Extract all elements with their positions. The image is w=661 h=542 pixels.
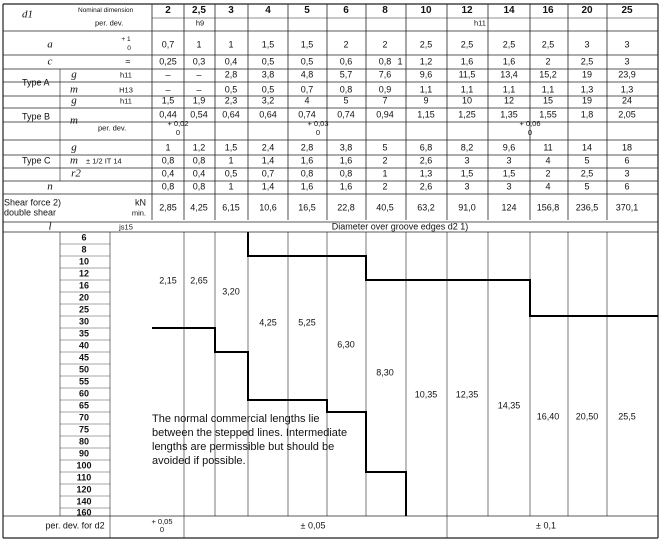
length-value: 100 — [76, 460, 92, 471]
cell: 91,0 — [458, 202, 476, 213]
cell: 3 — [464, 181, 470, 192]
row-n-label: n — [47, 180, 53, 193]
cell: 1 — [196, 39, 202, 50]
cell: 156,8 — [536, 202, 560, 213]
cell: 1,6 — [460, 56, 474, 67]
cell: 0,7 — [300, 84, 314, 95]
cell: 9,6 — [502, 142, 516, 153]
length-value: 80 — [78, 436, 90, 447]
cell: 3 — [624, 168, 630, 179]
length-value: 8 — [81, 244, 87, 255]
cell: 1,35 — [500, 109, 518, 120]
cell: 1 — [165, 142, 171, 153]
cell: 2,05 — [618, 109, 636, 120]
d2-value: 12,35 — [455, 389, 479, 400]
cell: 18 — [621, 142, 633, 153]
d2-value: 10,35 — [414, 389, 438, 400]
cell: 1,5 — [224, 142, 238, 153]
cell: 0,8 — [161, 181, 175, 192]
size-12: 12 — [461, 5, 473, 16]
cell: 236,5 — [575, 202, 599, 213]
type-c-label: Type C — [22, 155, 51, 166]
cell: 23,9 — [618, 69, 636, 80]
cell: 2,8 — [300, 142, 314, 153]
cell: 0,8 — [300, 168, 314, 179]
type-a-label: Type A — [22, 77, 50, 88]
cell: – — [165, 84, 171, 95]
cell: 2,5 — [580, 168, 594, 179]
cell: 1,5 — [261, 39, 275, 50]
cell: 13,4 — [500, 69, 518, 80]
cell: 2,5 — [460, 39, 474, 50]
cell: 1 — [382, 168, 388, 179]
length-value: 45 — [78, 352, 90, 363]
length-value: 140 — [76, 496, 92, 507]
cell: 1,1 — [541, 84, 555, 95]
cell: – — [196, 84, 202, 95]
length-value: 35 — [78, 328, 90, 339]
per-dev-label: per. dev. — [95, 18, 124, 28]
d2-value: 25,5 — [618, 411, 636, 422]
cell: 2 — [545, 56, 551, 67]
length-value: 50 — [78, 364, 90, 375]
l-label: l — [48, 220, 52, 233]
cell: 0,8 — [378, 56, 392, 67]
cell: 1,3 — [419, 168, 433, 179]
cell: 1,5 — [300, 39, 314, 50]
cell: 1,5 — [161, 95, 175, 106]
type-c-g-label: g — [71, 141, 77, 154]
cell: 2,6 — [419, 181, 433, 192]
type-c-m-label: m — [70, 154, 78, 167]
size-2-5: 2,5 — [192, 5, 206, 16]
cell: – — [165, 69, 171, 80]
cell: 124 — [501, 202, 517, 213]
size-20: 20 — [581, 5, 593, 16]
cell: 1,25 — [458, 109, 476, 120]
cell: 1,2 — [419, 56, 433, 67]
l-tol: js15 — [119, 222, 133, 232]
cell: 1,3 — [580, 84, 594, 95]
cell: 1,8 — [580, 109, 594, 120]
cell: 2,8 — [224, 69, 238, 80]
cell: – — [196, 69, 202, 80]
type-b-g-tol: h11 — [120, 96, 132, 106]
shear-label: Shear force 2) — [4, 197, 62, 208]
cell: 15 — [542, 95, 554, 106]
cell: 0,5 — [261, 84, 275, 95]
length-value: 25 — [78, 304, 90, 315]
cell: 10 — [461, 95, 473, 106]
size-6: 6 — [343, 5, 349, 16]
cell: 5 — [584, 155, 590, 166]
tol-h11: h11 — [474, 18, 486, 28]
cell: 4 — [304, 95, 310, 106]
cell: 19 — [581, 95, 593, 106]
type-b-dev-a: + 0,02 0 — [167, 119, 189, 137]
row-c-label: c — [47, 55, 53, 68]
cell: 8,2 — [460, 142, 474, 153]
row-a-tol-zero: 0 — [127, 44, 131, 52]
cell: 6 — [624, 155, 630, 166]
cell: 3 — [624, 56, 630, 67]
length-value: 16 — [78, 280, 90, 291]
type-c-r2-label: r2 — [71, 167, 81, 180]
cell: 1,1 — [419, 84, 433, 95]
cell: 0,64 — [222, 109, 240, 120]
cell: 3 — [624, 39, 630, 50]
d1-label: d1 — [22, 8, 33, 21]
cell: 2 — [382, 155, 388, 166]
cell: 1,4 — [261, 181, 275, 192]
cell: 0,5 — [300, 56, 314, 67]
type-b-m-label: m — [70, 114, 78, 127]
cell: 1,5 — [460, 168, 474, 179]
size-4: 4 — [265, 5, 271, 16]
cell: 0,4 — [161, 168, 175, 179]
d2-value: 20,50 — [575, 411, 599, 422]
cell: 1,15 — [417, 109, 435, 120]
cell: 0,6 — [339, 56, 353, 67]
cell: 11,5 — [458, 69, 476, 80]
cell: 0,8 — [339, 168, 353, 179]
cell: 0,74 — [337, 109, 355, 120]
type-a-m-tol: H13 — [119, 85, 133, 95]
cell: 0,8 — [192, 181, 206, 192]
cell: 1 — [397, 56, 403, 67]
cell: 16,5 — [298, 202, 316, 213]
cell: 7 — [382, 95, 388, 106]
cell: 3 — [464, 155, 470, 166]
cell: 3,2 — [261, 95, 275, 106]
cell: 1,6 — [339, 181, 353, 192]
cell: 1,3 — [620, 84, 634, 95]
length-value: 160 — [76, 507, 92, 518]
diameter-caption: Diameter over groove edges d2 1) — [331, 221, 469, 232]
length-value: 55 — [78, 376, 90, 387]
row-a-label: a — [47, 38, 53, 51]
cell: 63,2 — [417, 202, 435, 213]
cell: 0,8 — [192, 155, 206, 166]
nominal-dimension-label: Nominal dimension — [78, 6, 134, 14]
type-a-g-tol: h11 — [120, 70, 132, 80]
cell: 0,5 — [224, 168, 238, 179]
cell: 1,6 — [339, 155, 353, 166]
commercial-lengths-note: The normal commercial lengths lie between the stepped lines. Intermediate lengths are permissible but should be avoided if possible. — [152, 413, 348, 467]
footer-dev-b: ± 0,05 — [300, 520, 326, 531]
size-8: 8 — [382, 5, 388, 16]
cell: 0,3 — [192, 56, 206, 67]
cell: 1,55 — [539, 109, 557, 120]
cell: 1 — [228, 181, 234, 192]
cell: 3 — [506, 155, 512, 166]
cell: 0,44 — [159, 109, 177, 120]
cell: 2 — [382, 39, 388, 50]
cell: 5 — [382, 142, 388, 153]
size-14: 14 — [503, 5, 515, 16]
type-b-dev-b: + 0,03 0 — [307, 119, 329, 137]
length-value: 120 — [76, 484, 92, 495]
d2-value: 2,15 — [159, 275, 177, 286]
length-value: 65 — [78, 400, 90, 411]
cell: 2 — [343, 39, 349, 50]
length-value: 40 — [78, 340, 90, 351]
cell: 2,4 — [261, 142, 275, 153]
type-b-g-label: g — [71, 94, 77, 107]
cell: 2,85 — [159, 202, 177, 213]
cell: 1,6 — [300, 155, 314, 166]
cell: 5 — [584, 181, 590, 192]
cell: 1,9 — [192, 95, 206, 106]
cell: 11 — [543, 142, 553, 153]
cell: 2 — [545, 168, 551, 179]
footer-label: per. dev. for d2 — [45, 520, 105, 531]
cell: 6 — [624, 181, 630, 192]
length-value: 6 — [81, 232, 87, 243]
cell: 19 — [581, 69, 593, 80]
cell: 0,25 — [159, 56, 177, 67]
cell: 2,6 — [419, 155, 433, 166]
cell: 0,4 — [192, 168, 206, 179]
d2-value: 3,20 — [222, 286, 240, 297]
cell: 40,5 — [376, 202, 394, 213]
cell: 24 — [621, 95, 633, 106]
cell: 1 — [228, 155, 234, 166]
cell: 1,4 — [261, 155, 275, 166]
cell: 9,6 — [419, 69, 433, 80]
length-value: 75 — [78, 424, 90, 435]
cell: 0,74 — [298, 109, 316, 120]
footer-dev-c: ± 0,1 — [536, 520, 556, 531]
d2-value: 16,40 — [536, 411, 560, 422]
length-value: 90 — [78, 448, 90, 459]
shear-unit: kN — [135, 197, 146, 208]
row-a-tol-plus: + 1 — [121, 35, 131, 43]
size-16: 16 — [542, 5, 554, 16]
cell: 6,8 — [419, 142, 433, 153]
length-value: 30 — [78, 316, 90, 327]
d2-value: 8,30 — [376, 367, 394, 378]
cell: 1,6 — [300, 181, 314, 192]
cell: 3 — [584, 39, 590, 50]
cell: 1,5 — [502, 168, 516, 179]
cell: 0,5 — [224, 84, 238, 95]
d2-value: 4,25 — [259, 317, 277, 328]
d2-value: 2,65 — [190, 275, 208, 286]
length-value: 10 — [78, 256, 90, 267]
size-25: 25 — [621, 5, 633, 16]
cell: 0,8 — [339, 84, 353, 95]
cell: 0,9 — [378, 84, 392, 95]
cell: 1,1 — [502, 84, 516, 95]
cell: 4 — [545, 155, 551, 166]
cell: 0,8 — [161, 155, 175, 166]
size-10: 10 — [420, 5, 432, 16]
cell: 0,64 — [259, 109, 277, 120]
d2-value: 14,35 — [497, 400, 521, 411]
size-5: 5 — [304, 5, 310, 16]
cell: 2,5 — [419, 39, 433, 50]
cell: 9 — [423, 95, 429, 106]
footer-dev-a: + 0,05 0 — [151, 517, 173, 534]
cell: 1 — [228, 39, 234, 50]
cell: 2,5 — [502, 39, 516, 50]
cell: 370,1 — [615, 202, 639, 213]
cell: 7,6 — [378, 69, 392, 80]
d2-value: 5,25 — [298, 317, 316, 328]
type-a-g-label: g — [71, 68, 77, 81]
type-b-dev-c: + 0,06 0 — [519, 119, 541, 137]
size-3: 3 — [228, 5, 234, 16]
cell: 5,7 — [339, 69, 353, 80]
cell: 2,3 — [224, 95, 238, 106]
cell: 14 — [581, 142, 593, 153]
cell: 5 — [343, 95, 349, 106]
cell: 3,8 — [339, 142, 353, 153]
cell: 22,8 — [337, 202, 355, 213]
shear-min: min. — [131, 208, 146, 218]
cell: 0,4 — [224, 56, 238, 67]
length-value: 12 — [78, 268, 90, 279]
cell: 0,7 — [261, 168, 275, 179]
length-value: 60 — [78, 388, 90, 399]
type-c-m-tol: ± 1/2 IT 14 — [86, 156, 122, 166]
type-b-perdev-label: per. dev. — [98, 123, 127, 133]
row-c-tol: ≈ — [125, 56, 131, 67]
length-value: 20 — [78, 292, 90, 303]
size-2: 2 — [165, 5, 171, 16]
upper-stepped-line — [248, 232, 658, 316]
cell: 4,25 — [190, 202, 208, 213]
type-a-m-label: m — [70, 83, 78, 96]
cell: 15,2 — [539, 69, 557, 80]
cell: 2,5 — [580, 56, 594, 67]
cell: 0,7 — [161, 39, 175, 50]
cell: 0,54 — [190, 109, 208, 120]
d2-value: 6,30 — [337, 339, 355, 350]
cell: 3,8 — [261, 69, 275, 80]
cell: 12 — [503, 95, 515, 106]
tol-h9: h9 — [195, 18, 205, 28]
cell: 1,6 — [502, 56, 516, 67]
length-value: 70 — [78, 412, 90, 423]
cell: 1,1 — [460, 84, 474, 95]
cell: 10,6 — [259, 202, 277, 213]
cell: 6,15 — [222, 202, 240, 213]
shear-label-2: double shear — [4, 207, 57, 218]
length-value: 110 — [76, 472, 92, 483]
type-b-label: Type B — [22, 111, 51, 122]
cell: 1,2 — [192, 142, 206, 153]
cell: 2 — [382, 181, 388, 192]
cell: 0,94 — [376, 109, 394, 120]
cell: 4,8 — [300, 69, 314, 80]
cell: 2,5 — [541, 39, 555, 50]
cell: 3 — [506, 181, 512, 192]
cell: 4 — [545, 181, 551, 192]
cell: 0,5 — [261, 56, 275, 67]
